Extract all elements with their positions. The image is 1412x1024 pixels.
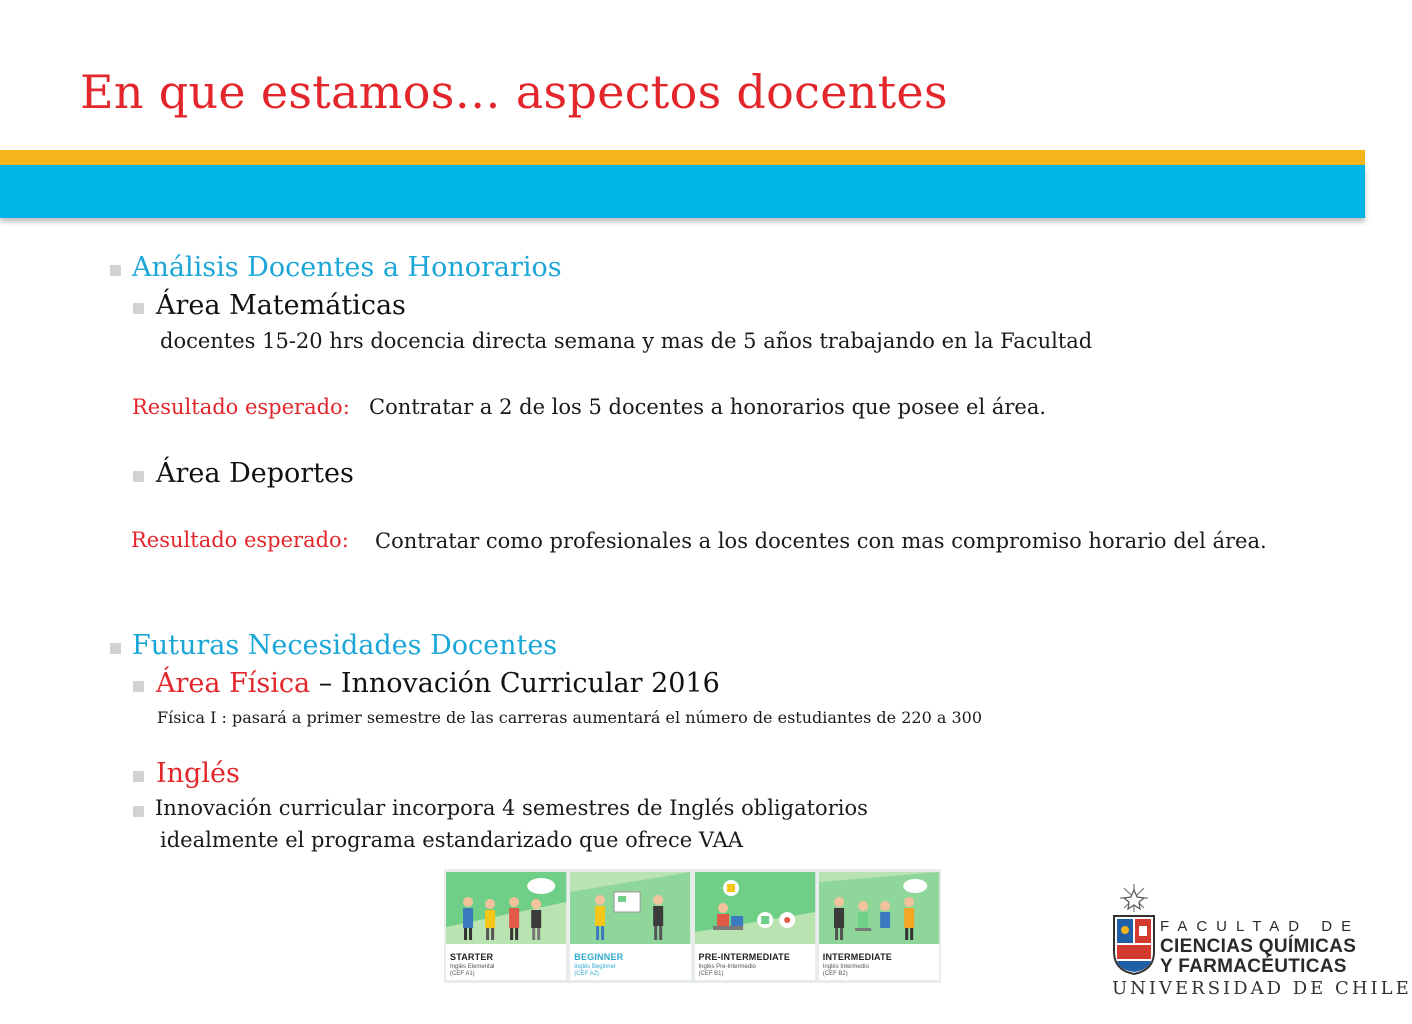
section-heading-honorarios: Análisis Docentes a Honorarios <box>132 252 562 283</box>
area-deportes-label: Área Deportes <box>156 458 354 489</box>
header-band-blue <box>0 165 1365 218</box>
logo-line-facultad: FACULTAD DE <box>1160 918 1361 935</box>
level-card-starter <box>446 872 566 980</box>
level-name: INTERMEDIATE <box>822 952 892 962</box>
pre-intermediate-illustration <box>695 872 815 944</box>
intermediate-illustration <box>819 872 939 944</box>
ingles-item: Innovación curricular incorpora 4 semestres de Inglés obligatorios <box>155 796 868 820</box>
level-card-pre-intermediate <box>695 872 815 980</box>
result-text-matematicas: Contratar a 2 de los 5 docentes a honorarios que posee el área. <box>369 395 1047 419</box>
university-crest-icon <box>1108 882 1160 976</box>
logo-line-ciencias: CIENCIAS QUÍMICAS <box>1160 936 1357 957</box>
logo-line-universidad: UNIVERSIDAD DE CHILE <box>1112 978 1412 999</box>
result-text-deportes: Contratar como profesionales a los docentes con mas compromiso horario del área. <box>375 529 1267 553</box>
level-cef: (CEF A2) <box>574 971 599 977</box>
level-name: PRE-INTERMEDIATE <box>698 952 791 962</box>
level-sub: Inglés Intermedio <box>822 964 869 970</box>
bullet-icon <box>133 471 144 482</box>
level-card-intermediate <box>819 872 939 980</box>
ingles-label: Inglés <box>156 758 240 789</box>
slide-title: En que estamos… aspectos docentes <box>80 65 948 119</box>
level-sub: Inglés Elemental <box>450 964 495 970</box>
result-label-matematicas: Resultado esperado: <box>132 395 350 419</box>
bullet-icon <box>133 771 144 782</box>
area-fisica-label <box>156 668 720 700</box>
area-matematicas-label: Área Matemáticas <box>156 290 406 321</box>
english-levels-banner <box>444 869 941 983</box>
header-band-yellow <box>0 150 1365 165</box>
logo-line-farmaceuticas: Y FARMACÉUTICAS <box>1160 956 1347 977</box>
level-name: BEGINNER <box>574 952 624 962</box>
result-label-deportes: Resultado esperado: <box>131 528 349 552</box>
area-matematicas-detail: docentes 15-20 hrs docencia directa semana y mas de 5 años trabajando en la Facultad <box>160 329 1093 353</box>
level-cef: (CEF A1) <box>450 971 475 977</box>
bullet-icon <box>133 303 144 314</box>
area-fisica-label-red: Área Física <box>156 668 311 699</box>
starter-illustration <box>446 872 566 944</box>
level-cef: (CEF B1) <box>698 971 724 977</box>
bullet-icon <box>133 681 144 692</box>
level-sub: Inglés Beginner <box>574 964 616 970</box>
ingles-detail: idealmente el programa estandarizado que ofrece VAA <box>160 828 743 852</box>
level-cef: (CEF B2) <box>822 971 848 977</box>
area-fisica-detail: Física I : pasará a primer semestre de las carreras aumentará el número de estudiantes de 220 a 300 <box>157 708 983 727</box>
level-card-beginner <box>570 872 690 980</box>
section-heading-futuras: Futuras Necesidades Docentes <box>132 630 558 661</box>
level-sub: Inglés Pre-Intermedio <box>698 964 756 970</box>
bullet-icon <box>110 265 121 276</box>
bullet-icon <box>110 643 121 654</box>
level-name: STARTER <box>450 952 494 962</box>
beginner-illustration <box>570 872 690 944</box>
bullet-icon <box>133 806 144 817</box>
area-fisica-label-rest: – Innovación Curricular 2016 <box>310 668 720 699</box>
